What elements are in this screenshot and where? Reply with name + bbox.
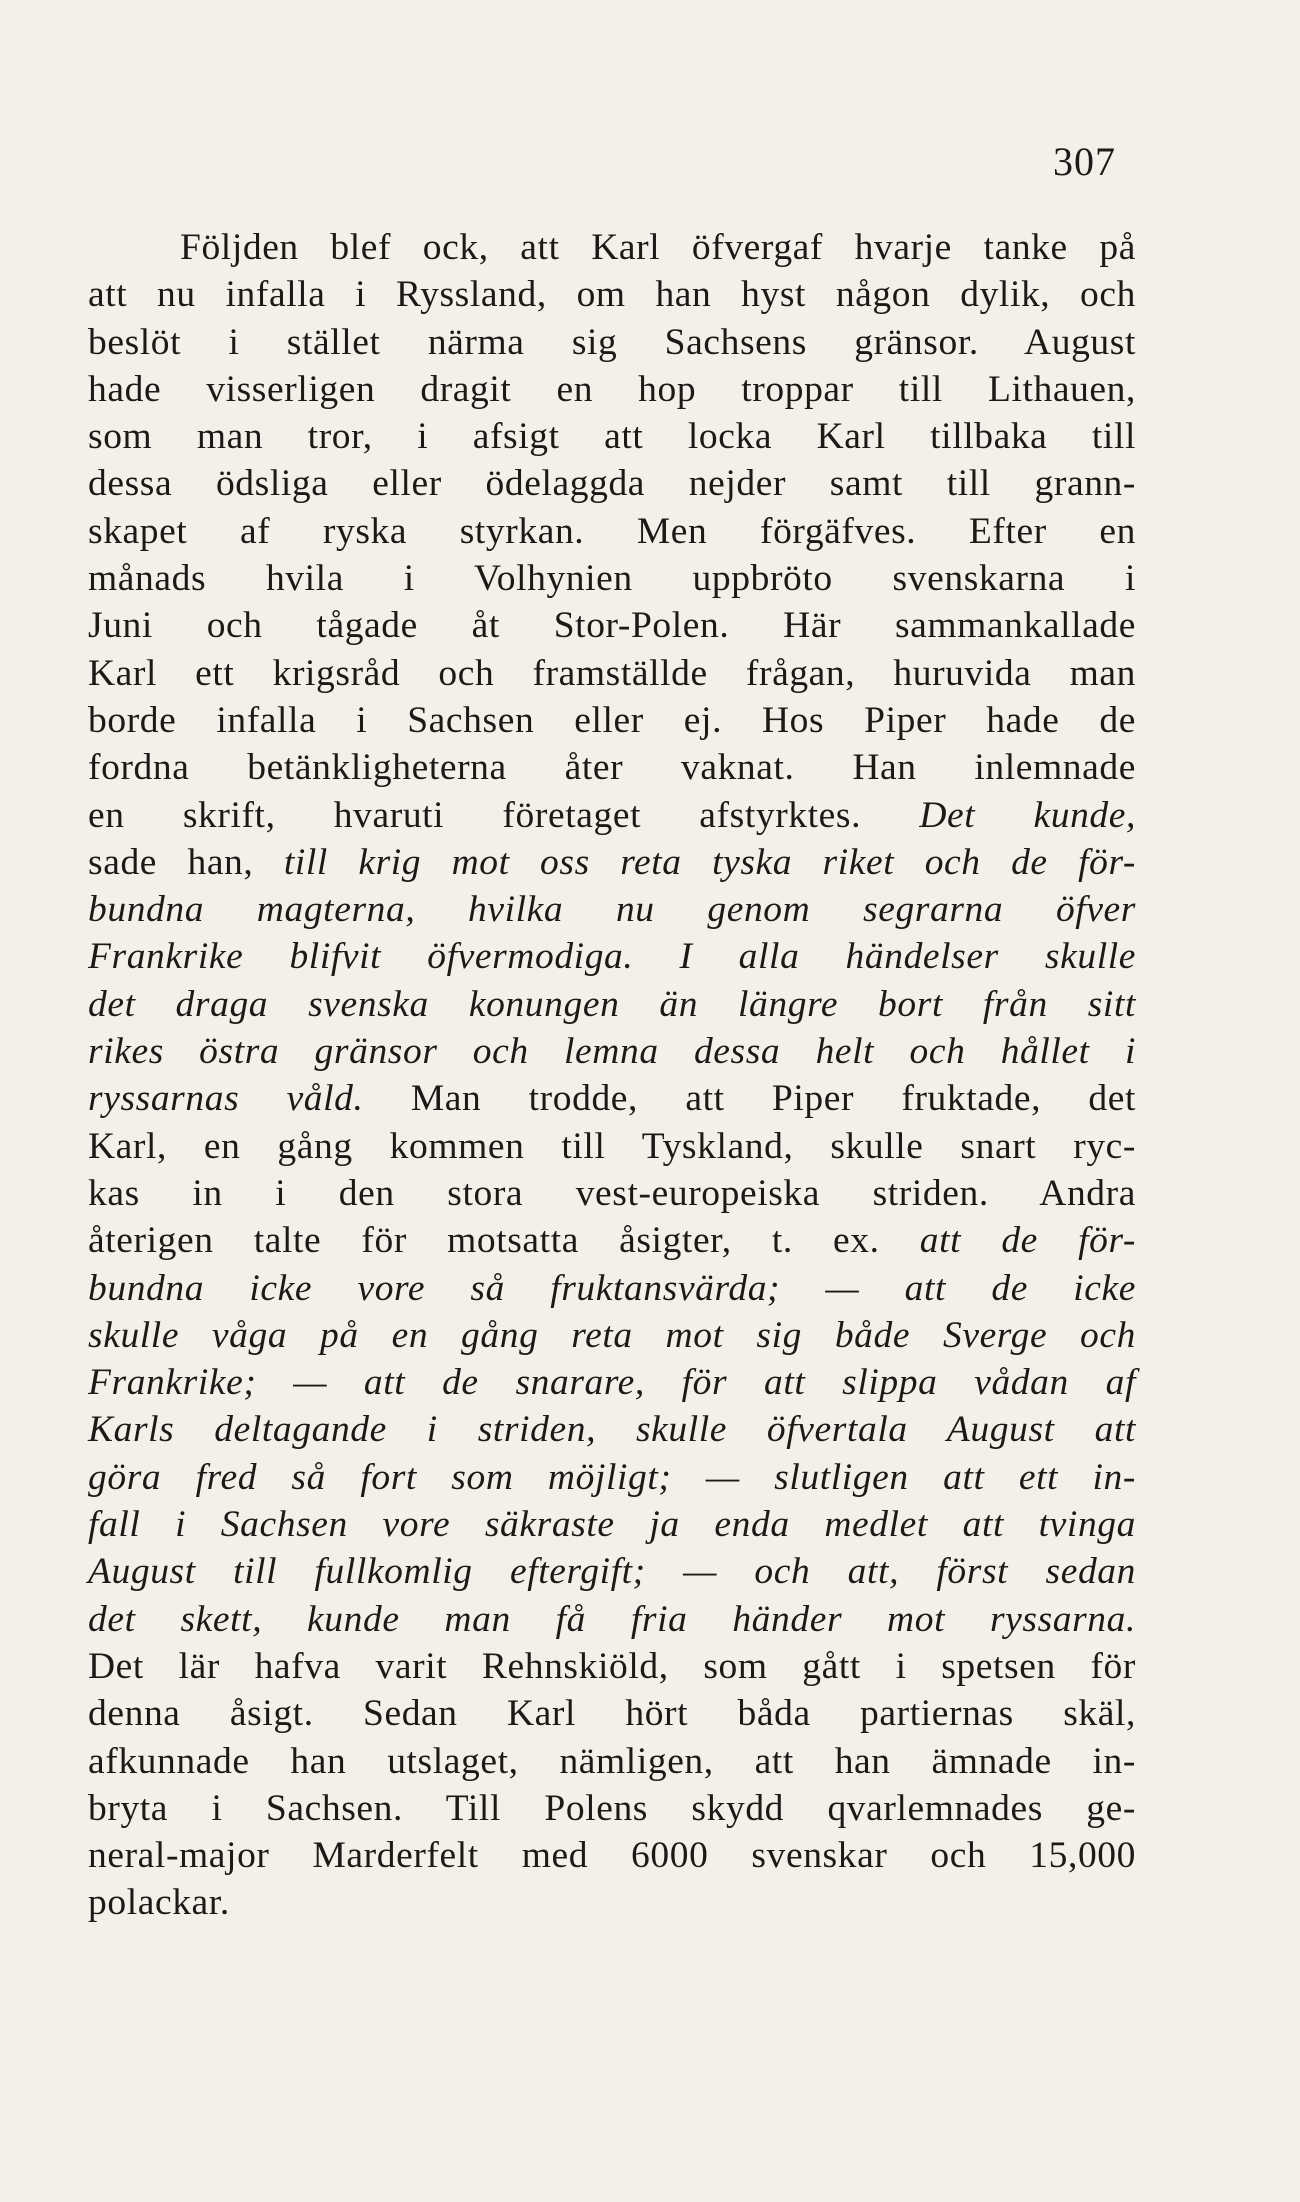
text-line: denna åsigt. Sedan Karl hört båda partiernas skäl, (88, 1693, 1136, 1735)
body-text (88, 224, 1136, 1927)
text-line: rikes östra gränsor och lemna dessa helt och hållet i (88, 1031, 1136, 1073)
text-line: månads hvila i Volhynien uppbröto svenskarna i (88, 558, 1136, 600)
text-line: afkunnade han utslaget, nämligen, att han ämnade in- (88, 1740, 1136, 1782)
text-line: fordna betänkligheterna åter vaknat. Han inlemnade (88, 747, 1136, 789)
text-line: återigen talte för motsatta åsigter, t. ex. att de för- (88, 1220, 1136, 1262)
text-line: Frankrike blifvit öfvermodiga. I alla händelser skulle (88, 936, 1136, 978)
text-line: Frankrike; — att de snarare, för att slippa vådan af (88, 1362, 1136, 1404)
text-line: att nu infalla i Ryssland, om han hyst någon dylik, och (88, 274, 1136, 316)
text-line: sade han, till krig mot oss reta tyska riket och de för- (88, 841, 1136, 883)
text-line: August till fullkomlig eftergift; — och att, först sedan (88, 1551, 1136, 1593)
text-line: ryssarnas våld. Man trodde, att Piper fruktade, det (88, 1078, 1136, 1120)
text-line: neral-major Marderfelt med 6000 svenskar och 15,000 (88, 1835, 1136, 1877)
text-line: Karl ett krigsråd och framställde frågan, huruvida man (88, 652, 1136, 694)
text-line: det skett, kunde man få fria händer mot ryssarna. (88, 1598, 1136, 1640)
text-line: bundna icke vore så fruktansvärda; — att de icke (88, 1267, 1136, 1309)
text-line: borde infalla i Sachsen eller ej. Hos Piper hade de (88, 699, 1136, 741)
text-line: kas in i den stora vest-europeiska striden. Andra (88, 1172, 1136, 1214)
text-line: dessa ödsliga eller ödelaggda nejder samt till grann- (88, 463, 1136, 505)
text-line: Karls deltagande i striden, skulle öfvertala August att (88, 1409, 1136, 1451)
text-line: Juni och tågade åt Stor-Polen. Här sammankallade (88, 605, 1136, 647)
text-line: hade visserligen dragit en hop troppar till Lithauen, (88, 368, 1136, 410)
text-line: bundna magterna, hvilka nu genom segrarna öfver (88, 889, 1136, 931)
text-line: skulle våga på en gång reta mot sig både Sverge och (88, 1314, 1136, 1356)
page-number: 307 (1053, 139, 1116, 184)
text-line: en skrift, hvaruti företaget afstyrktes. Det kunde, (88, 794, 1137, 836)
text-line: polackar. (88, 1882, 230, 1924)
text-line: Följden blef ock, att Karl öfvergaf hvarje tanke på (180, 227, 1136, 268)
text-line: fall i Sachsen vore säkraste ja enda medlet att tvinga (88, 1504, 1136, 1546)
text-line: det draga svenska konungen än längre bort från sitt (88, 983, 1136, 1025)
text-line: beslöt i stället närma sig Sachsens gränsor. August (88, 321, 1136, 363)
text-line: Karl, en gång kommen till Tyskland, skulle snart ryc- (88, 1125, 1136, 1167)
text-line: Det lär hafva varit Rehnskiöld, som gått i spetsen för (88, 1645, 1136, 1687)
text-line: som man tror, i afsigt att locka Karl tillbaka till (88, 416, 1136, 458)
text-line: skapet af ryska styrkan. Men förgäfves. Efter en (88, 510, 1136, 552)
text-line: göra fred så fort som möjligt; — slutligen att ett in- (88, 1456, 1136, 1498)
text-line: bryta i Sachsen. Till Polens skydd qvarlemnades ge- (88, 1787, 1136, 1829)
